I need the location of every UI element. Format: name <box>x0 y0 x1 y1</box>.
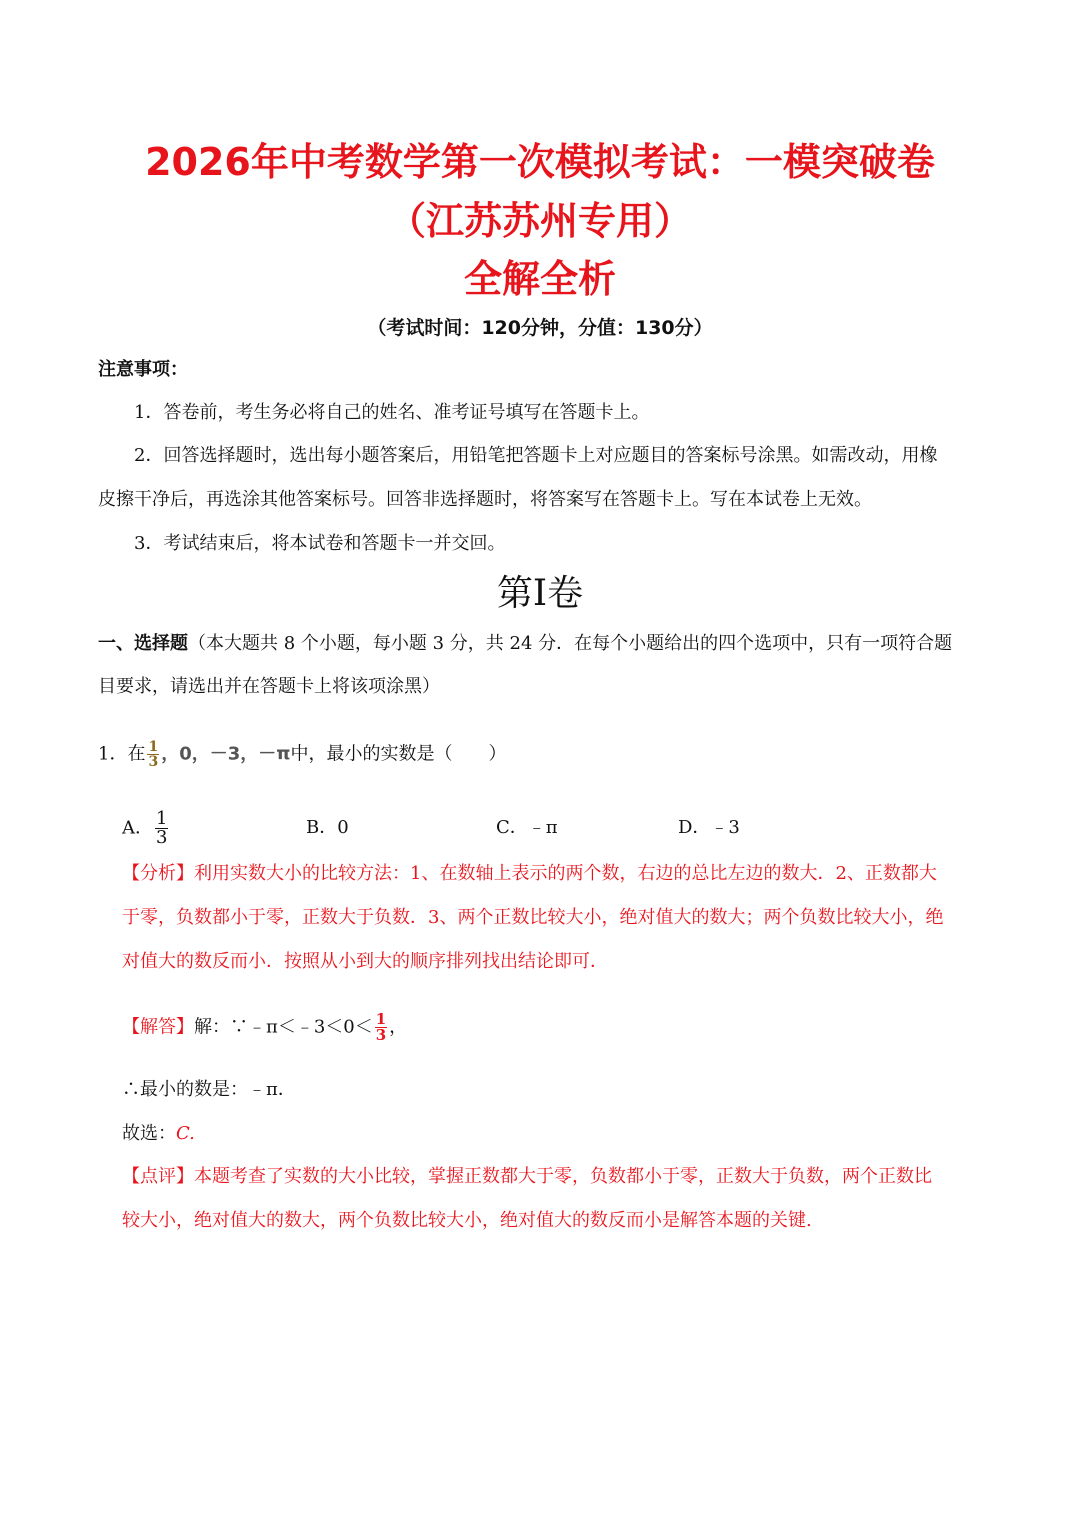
exam-title-line2: （江苏苏州专用） <box>387 199 692 243</box>
option-a <box>122 810 170 847</box>
q1-suffix: 中，最小的实数是（ ） <box>290 743 507 765</box>
solution-tag: 【解答】 <box>122 1016 194 1038</box>
solution-frac-num: 1 <box>375 1010 387 1028</box>
analysis-line3: 对值大的数反而小．按照从小到大的顺序排列找出结论即可． <box>122 951 608 972</box>
option-a-den: 3 <box>156 827 168 848</box>
option-a-label: A． <box>122 817 153 839</box>
option-b: B．0 <box>306 817 349 838</box>
exam-title-line1: 2026年中考数学第一次模拟考试：一模突破卷 <box>145 140 935 184</box>
q1-prefix: 1．在 <box>98 743 146 765</box>
option-a-num: 1 <box>156 808 168 829</box>
solution-conclusion: ∴最小的数是：﹣π． <box>122 1079 296 1100</box>
q1-frac-den: 3 <box>148 754 159 770</box>
solution-frac-den: 3 <box>375 1026 387 1044</box>
solution-choice-line <box>122 1121 195 1147</box>
question-1-stem <box>98 740 507 769</box>
exam-subtitle: （考试时间：120分钟，分值：130分） <box>367 317 713 339</box>
q1-fraction <box>147 740 159 769</box>
analysis-line2: 于零，负数都小于零，正数大于负数．3、两个正数比较大小，绝对值大的数大；两个负数比较大小，绝 <box>122 907 944 928</box>
solution-choice: C. <box>176 1123 195 1144</box>
option-d: D．﹣3 <box>678 817 740 838</box>
solution-line <box>122 1012 407 1043</box>
notice-item-2b: 皮擦干净后，再选涂其他答案标号。回答非选择题时，将答案写在答题卡上。写在本试卷上无效。 <box>98 489 872 510</box>
analysis-line1 <box>122 861 937 887</box>
notice-item-1: 1．答卷前，考生务必将自己的姓名、准考证号填写在答题卡上。 <box>134 402 650 423</box>
solution-choice-prefix: 故选： <box>122 1123 176 1144</box>
option-c: C．﹣π <box>496 817 558 838</box>
solution-end: ， <box>389 1016 408 1038</box>
option-a-fraction <box>155 810 168 847</box>
part1-desc-b: 目要求，请选出并在答题卡上将该项涂黑） <box>98 676 440 697</box>
solution-text: 解：∵﹣π＜﹣3＜0＜ <box>194 1016 373 1038</box>
part1-heading: 一、选择题 <box>98 633 188 654</box>
notice-item-2a: 2．回答选择题时，选出每小题答案后，用铅笔把答题卡上对应题目的答案标号涂黑。如需改动，用橡 <box>134 445 938 466</box>
comment-line2: 较大小，绝对值大的数大，两个负数比较大小，绝对值大的数反而小是解答本题的关键. <box>122 1210 812 1231</box>
exam-title-line3: 全解全析 <box>463 257 616 301</box>
part1-heading-line <box>98 631 952 657</box>
q1-frac-num: 1 <box>148 739 159 755</box>
analysis-tag: 【分析】 <box>122 863 194 884</box>
part1-desc-a: （本大题共 8 个小题，每小题 3 分，共 24 分．在每个小题给出的四个选项中，只有一项符合题 <box>188 633 953 654</box>
q1-numbers: ，0，－3，－π <box>161 743 291 765</box>
comment-line1 <box>122 1164 932 1190</box>
comment-tag: 【点评】 <box>122 1166 194 1187</box>
analysis-text-1: 利用实数大小的比较方法：1、在数轴上表示的两个数，右边的总比左边的数大．2、正数都大 <box>194 863 937 884</box>
notice-heading: 注意事项： <box>98 359 188 380</box>
comment-text-1: 本题考查了实数的大小比较，掌握正数都大于零，负数都小于零，正数大于负数，两个正数比 <box>194 1166 932 1187</box>
solution-fraction <box>375 1012 387 1043</box>
section-title: 第I卷 <box>496 573 584 614</box>
notice-item-3: 3．考试结束后，将本试卷和答题卡一并交回。 <box>134 533 506 554</box>
